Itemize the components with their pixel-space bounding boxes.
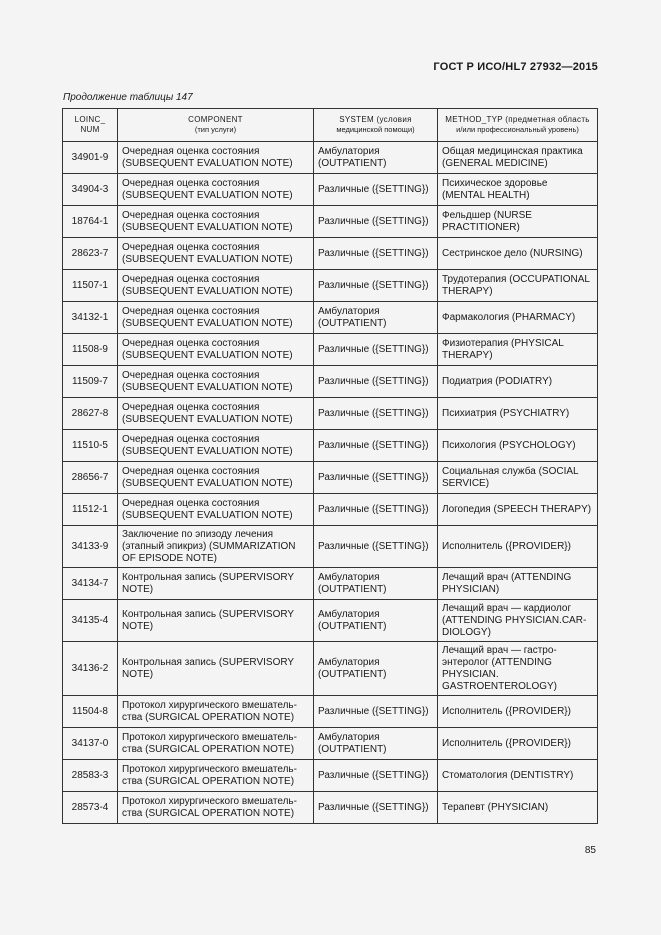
table-row: [63, 696, 598, 728]
cell-loinc: 34137-0: [63, 728, 118, 760]
cell-method: Социальная служба (SOCIAL SERVICE): [438, 462, 598, 494]
cell-component: Очередная оценка состояния (SUBSEQUENT EVALUATION NOTE): [118, 174, 314, 206]
cell-system: Амбулатория (OUTPATIENT): [314, 728, 438, 760]
column-header-line: медицинской помощи): [336, 125, 415, 134]
cell-loinc: 34134-7: [63, 568, 118, 600]
cell-component: Очередная оценка состояния (SUBSEQUENT EVALUATION NOTE): [118, 366, 314, 398]
column-header-system: [314, 109, 438, 142]
cell-method: Трудотерапия (OCCUPATIONAL THERAPY): [438, 270, 598, 302]
cell-system: Различные ({SETTING}): [314, 174, 438, 206]
cell-loinc: 11510-5: [63, 430, 118, 462]
column-header-line: (тип услуги): [194, 125, 237, 134]
cell-component: Очередная оценка состояния (SUBSEQUENT EVALUATION NOTE): [118, 270, 314, 302]
table-row: [63, 142, 598, 174]
cell-method: Общая медицинская практика (GENERAL MEDICINE): [438, 142, 598, 174]
table-row: [63, 600, 598, 642]
cell-component: Заключение по эпизоду лечения (этапный эпикриз) (SUMMARIZATION OF EPISODE NOTE): [118, 526, 314, 568]
cell-component: Протокол хирургического вмешатель-ства (SURGICAL OPERATION NOTE): [118, 760, 314, 792]
cell-system: Различные ({SETTING}): [314, 270, 438, 302]
table-body: [63, 142, 598, 824]
cell-system: Различные ({SETTING}): [314, 494, 438, 526]
table-row: [63, 526, 598, 568]
cell-component: Протокол хирургического вмешатель-ства (SURGICAL OPERATION NOTE): [118, 696, 314, 728]
cell-loinc: 11507-1: [63, 270, 118, 302]
cell-method: Лечащий врач (ATTENDING PHYSICIAN): [438, 568, 598, 600]
cell-component: Очередная оценка состояния (SUBSEQUENT EVALUATION NOTE): [118, 206, 314, 238]
cell-component: Контрольная запись (SUPERVISORY NOTE): [118, 568, 314, 600]
cell-system: Различные ({SETTING}): [314, 760, 438, 792]
cell-system: Различные ({SETTING}): [314, 238, 438, 270]
cell-loinc: 34901-9: [63, 142, 118, 174]
table-row: [63, 462, 598, 494]
table-row: [63, 568, 598, 600]
cell-system: Амбулатория (OUTPATIENT): [314, 142, 438, 174]
cell-component: Очередная оценка состояния (SUBSEQUENT EVALUATION NOTE): [118, 238, 314, 270]
cell-loinc: 11512-1: [63, 494, 118, 526]
page-number: 85: [584, 845, 596, 856]
cell-component: Очередная оценка состояния (SUBSEQUENT EVALUATION NOTE): [118, 430, 314, 462]
table-row: [63, 302, 598, 334]
cell-component: Контрольная запись (SUPERVISORY NOTE): [118, 600, 314, 642]
table-row: [63, 334, 598, 366]
cell-loinc: 34135-4: [63, 600, 118, 642]
column-header-line: SYSTEM (условия: [339, 115, 412, 124]
table-row: [63, 430, 598, 462]
table-row: [63, 760, 598, 792]
cell-method: Психиатрия (PSYCHIATRY): [438, 398, 598, 430]
cell-component: Очередная оценка состояния (SUBSEQUENT EVALUATION NOTE): [118, 302, 314, 334]
cell-method: Физиотерапия (PHYSICAL THERAPY): [438, 334, 598, 366]
table-row: [63, 206, 598, 238]
cell-system: Различные ({SETTING}): [314, 334, 438, 366]
cell-component: Очередная оценка состояния (SUBSEQUENT EVALUATION NOTE): [118, 334, 314, 366]
cell-system: Различные ({SETTING}): [314, 430, 438, 462]
cell-method: Фельдшер (NURSE PRACTITIONER): [438, 206, 598, 238]
cell-system: Различные ({SETTING}): [314, 792, 438, 824]
cell-system: Различные ({SETTING}): [314, 366, 438, 398]
cell-method: Исполнитель ({PROVIDER}): [438, 728, 598, 760]
cell-component: Очередная оценка состояния (SUBSEQUENT EVALUATION NOTE): [118, 462, 314, 494]
cell-component: Протокол хирургического вмешатель-ства (SURGICAL OPERATION NOTE): [118, 728, 314, 760]
column-header-component: [118, 109, 314, 142]
column-header-line: и/или профессиональный уровень): [456, 125, 579, 134]
cell-loinc: 11509-7: [63, 366, 118, 398]
cell-method: Психология (PSYCHOLOGY): [438, 430, 598, 462]
cell-system: Различные ({SETTING}): [314, 696, 438, 728]
column-header-line: COMPONENT: [188, 115, 243, 124]
cell-system: Различные ({SETTING}): [314, 462, 438, 494]
cell-component: Очередная оценка состояния (SUBSEQUENT EVALUATION NOTE): [118, 142, 314, 174]
cell-loinc: 34133-9: [63, 526, 118, 568]
table-row: [63, 174, 598, 206]
cell-loinc: 34904-3: [63, 174, 118, 206]
standard-title: ГОСТ Р ИСО/HL7 27932—2015: [433, 61, 598, 73]
table-row: [63, 792, 598, 824]
cell-system: Амбулатория (OUTPATIENT): [314, 600, 438, 642]
cell-loinc: 34136-2: [63, 642, 118, 696]
cell-loinc: 18764-1: [63, 206, 118, 238]
table-row: [63, 728, 598, 760]
cell-method: Лечащий врач — гастро-энтеролог (ATTENDING PHYSICIAN. GASTROENTEROLOGY): [438, 642, 598, 696]
table-row: [63, 398, 598, 430]
cell-method: Подиатрия (PODIATRY): [438, 366, 598, 398]
cell-loinc: 28656-7: [63, 462, 118, 494]
table-row: [63, 366, 598, 398]
cell-method: Исполнитель ({PROVIDER}): [438, 696, 598, 728]
cell-loinc: 28623-7: [63, 238, 118, 270]
table-header-row: [63, 109, 598, 142]
cell-method: Психическое здоровье (MENTAL HEALTH): [438, 174, 598, 206]
table-caption: Продолжение таблицы 147: [63, 92, 193, 103]
cell-method: Исполнитель ({PROVIDER}): [438, 526, 598, 568]
column-header-loinc: [63, 109, 118, 142]
table-row: [63, 642, 598, 696]
cell-method: Стоматология (DENTISTRY): [438, 760, 598, 792]
cell-loinc: 34132-1: [63, 302, 118, 334]
cell-component: Очередная оценка состояния (SUBSEQUENT EVALUATION NOTE): [118, 398, 314, 430]
column-header-line: LOINC_: [74, 115, 106, 124]
cell-loinc: 11504-8: [63, 696, 118, 728]
cell-system: Амбулатория (OUTPATIENT): [314, 568, 438, 600]
cell-system: Различные ({SETTING}): [314, 206, 438, 238]
cell-loinc: 28583-3: [63, 760, 118, 792]
table-row: [63, 494, 598, 526]
table-row: [63, 238, 598, 270]
cell-method: Сестринское дело (NURSING): [438, 238, 598, 270]
cell-component: Очередная оценка состояния (SUBSEQUENT EVALUATION NOTE): [118, 494, 314, 526]
cell-method: Терапевт (PHYSICIAN): [438, 792, 598, 824]
column-header-line: NUM: [80, 125, 100, 134]
cell-system: Различные ({SETTING}): [314, 526, 438, 568]
cell-component: Протокол хирургического вмешатель-ства (SURGICAL OPERATION NOTE): [118, 792, 314, 824]
loinc-table: [62, 108, 598, 824]
cell-loinc: 28627-8: [63, 398, 118, 430]
table-row: [63, 270, 598, 302]
column-header-line: METHOD_TYP (предметная область: [445, 115, 590, 124]
cell-method: Логопедия (SPEECH THERAPY): [438, 494, 598, 526]
cell-system: Амбулатория (OUTPATIENT): [314, 642, 438, 696]
cell-method: Лечащий врач — кардиолог (ATTENDING PHYSICIAN.CAR-DIOLOGY): [438, 600, 598, 642]
cell-loinc: 11508-9: [63, 334, 118, 366]
cell-loinc: 28573-4: [63, 792, 118, 824]
cell-system: Различные ({SETTING}): [314, 398, 438, 430]
cell-component: Контрольная запись (SUPERVISORY NOTE): [118, 642, 314, 696]
cell-method: Фармакология (PHARMACY): [438, 302, 598, 334]
cell-system: Амбулатория (OUTPATIENT): [314, 302, 438, 334]
column-header-method: [438, 109, 598, 142]
